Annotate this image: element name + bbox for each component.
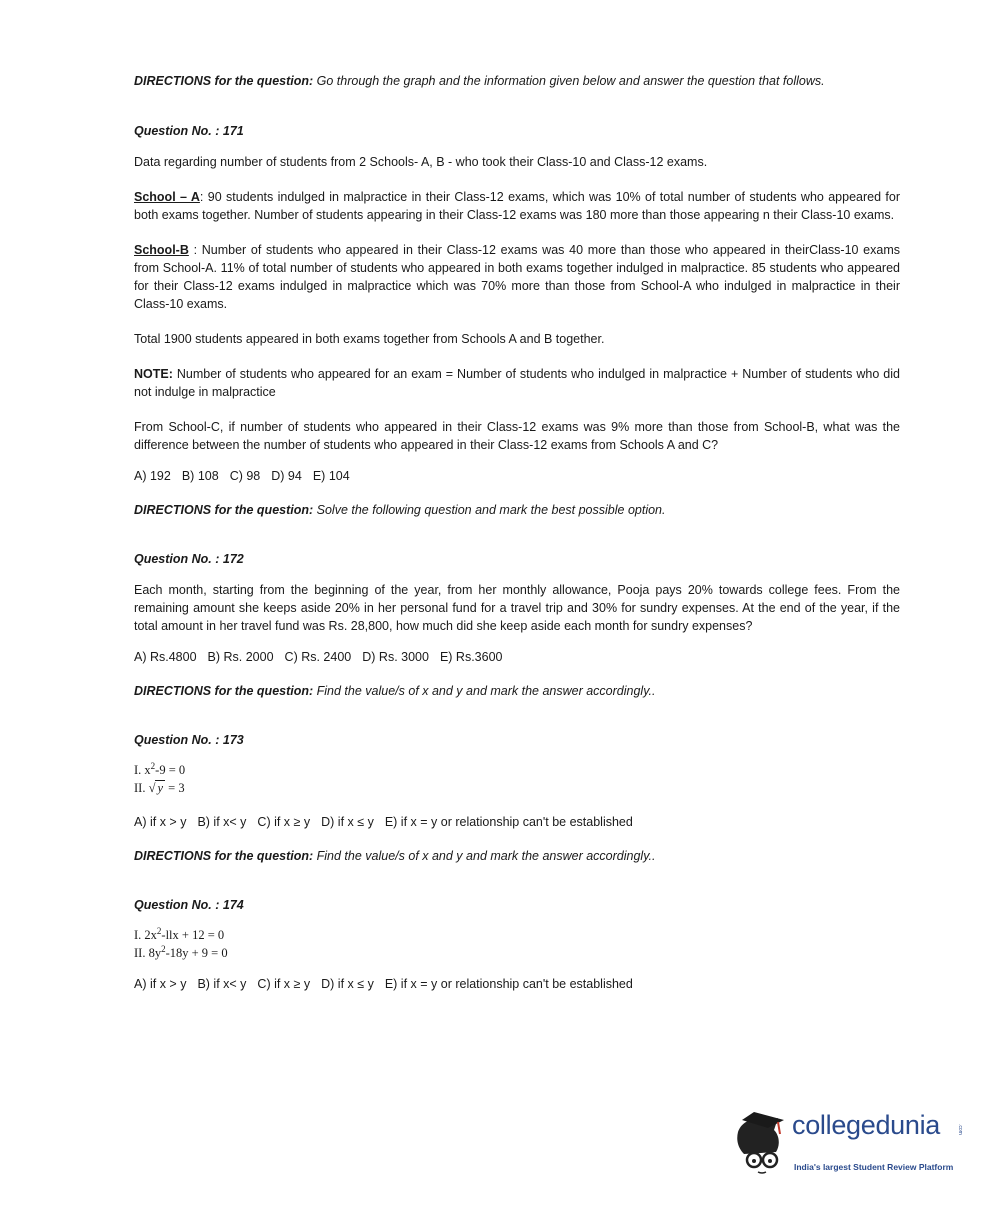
collegedunia-logo[interactable] [734, 1110, 964, 1180]
directions-174 [134, 847, 900, 865]
option-e[interactable]: E) Rs.3600 [439, 650, 503, 664]
options-172 [134, 648, 900, 666]
note-text: Number of students who appeared for an exam = Number of students who indulged in malpractice + Number of students who did not indulge in malpractice [134, 367, 900, 399]
directions-label: DIRECTIONS for the question: [134, 684, 314, 698]
equation-1-174: I. $2x^2$-llx + 12 = 0 [134, 925, 225, 942]
option-a[interactable]: A) if x > y [134, 977, 187, 991]
directions-text: Go through the graph and the information given below and answer the question that follows. [313, 74, 825, 88]
logo-suffix: .com [957, 1124, 963, 1135]
note-label: NOTE: [134, 367, 173, 381]
question-text-172: Each month, starting from the beginning of the year, from her monthly allowance, Pooja pays 20% towards college fees. From the remaining amount she keeps aside 20% in her personal fund for a travel trip and 30% for sundry expenses. At the end of the year, if the total amount in her travel fund was Rs. 28,800, how much did she keep aside each month for sundry expenses? [134, 583, 900, 633]
option-c[interactable]: C) Rs. 2400 [284, 650, 352, 664]
option-b[interactable]: B) if x< y [197, 977, 247, 991]
school-a-info [134, 188, 900, 224]
directions-172 [134, 501, 900, 519]
options-171 [134, 467, 900, 485]
option-b[interactable]: B) Rs. 2000 [207, 650, 274, 664]
option-a[interactable]: A) if x > y [134, 815, 187, 829]
option-d[interactable]: D) 94 [271, 469, 302, 483]
option-a[interactable]: A) Rs.4800 [134, 650, 197, 664]
option-c[interactable]: C) 98 [229, 469, 261, 483]
logo-tagline: India's largest Student Review Platform [794, 1162, 954, 1172]
options-173 [134, 813, 900, 831]
equation-1-173: I. $x^2-9 = 0$ [134, 760, 186, 777]
option-d[interactable]: D) if x ≤ y [321, 977, 374, 991]
equation-2-173: II. √ y = 3 [134, 781, 185, 795]
logo-name: collegedunia [792, 1110, 941, 1140]
question-number-172: Question No. : 172 [134, 552, 244, 566]
directions-label: DIRECTIONS for the question: [134, 503, 314, 517]
question-text-171: From School-C, if number of students who appeared in their Class-12 exams was 9% more than those from School-B, what was the difference between the number of students who appeared in their Class-12 exams from Schools A and C? [134, 420, 900, 452]
option-e[interactable]: E) if x = y or relationship can't be established [384, 977, 633, 991]
radicand: y [157, 781, 164, 795]
equation-2-174: II. $8y^2-18y + 9 = 0$ [134, 943, 228, 960]
option-d[interactable]: D) if x ≤ y [321, 815, 374, 829]
sqrt-symbol: √ [148, 781, 156, 795]
directions-text: Solve the following question and mark the best possible option. [313, 503, 666, 517]
option-e[interactable]: E) if x = y or relationship can't be established [384, 815, 633, 829]
total-info: Total 1900 students appeared in both exams together from Schools A and B together. [134, 332, 605, 346]
school-b-info [134, 241, 900, 313]
option-b[interactable]: B) if x< y [197, 815, 247, 829]
directions-text: Find the value/s of x and y and mark the answer accordingly.. [313, 684, 656, 698]
directions-173 [134, 682, 900, 700]
option-d[interactable]: D) Rs. 3000 [362, 650, 429, 664]
option-e[interactable]: E) 104 [312, 469, 350, 483]
directions-171 [134, 72, 900, 90]
school-a-text: : 90 students indulged in malpractice in their Class-12 exams, which was 10% of total number of students who appeared for both exams together. Number of students appearing in their Class-12 exams was 180 more than those appearing n their Class-10 exams. [134, 190, 901, 222]
option-c[interactable]: C) if x ≥ y [257, 977, 311, 991]
question-number-174: Question No. : 174 [134, 898, 244, 912]
directions-text: Find the value/s of x and y and mark the answer accordingly.. [313, 849, 656, 863]
question-intro-171: Data regarding number of students from 2 Schools- A, B - who took their Class-10 and Class-12 exams. [134, 155, 708, 169]
mascot-icon [734, 1110, 792, 1176]
option-b[interactable]: B) 108 [181, 469, 219, 483]
question-number-171: Question No. : 171 [134, 124, 244, 138]
school-b-text: : Number of students who appeared in their Class-12 exams was 40 more than those who appeared in theirClass-10 exams from School-A. 11% of total number of students who appeared in both exams together indulged in malpractice. 85 students who appeared for their Class-12 exams indulged in malpractice which was 70% more than those from School-A who indulged in malpractice in their Class-10 exams. [134, 243, 900, 311]
note [134, 365, 900, 401]
option-a[interactable]: A) 192 [134, 469, 171, 483]
school-a-label: School – A [134, 190, 200, 204]
options-174 [134, 975, 900, 993]
option-c[interactable]: C) if x ≥ y [257, 815, 311, 829]
question-page [134, 72, 900, 993]
directions-label: DIRECTIONS for the question: [134, 849, 314, 863]
school-b-label: School-B [134, 243, 189, 257]
directions-label: DIRECTIONS for the question: [134, 74, 314, 88]
question-number-173: Question No. : 173 [134, 733, 244, 747]
